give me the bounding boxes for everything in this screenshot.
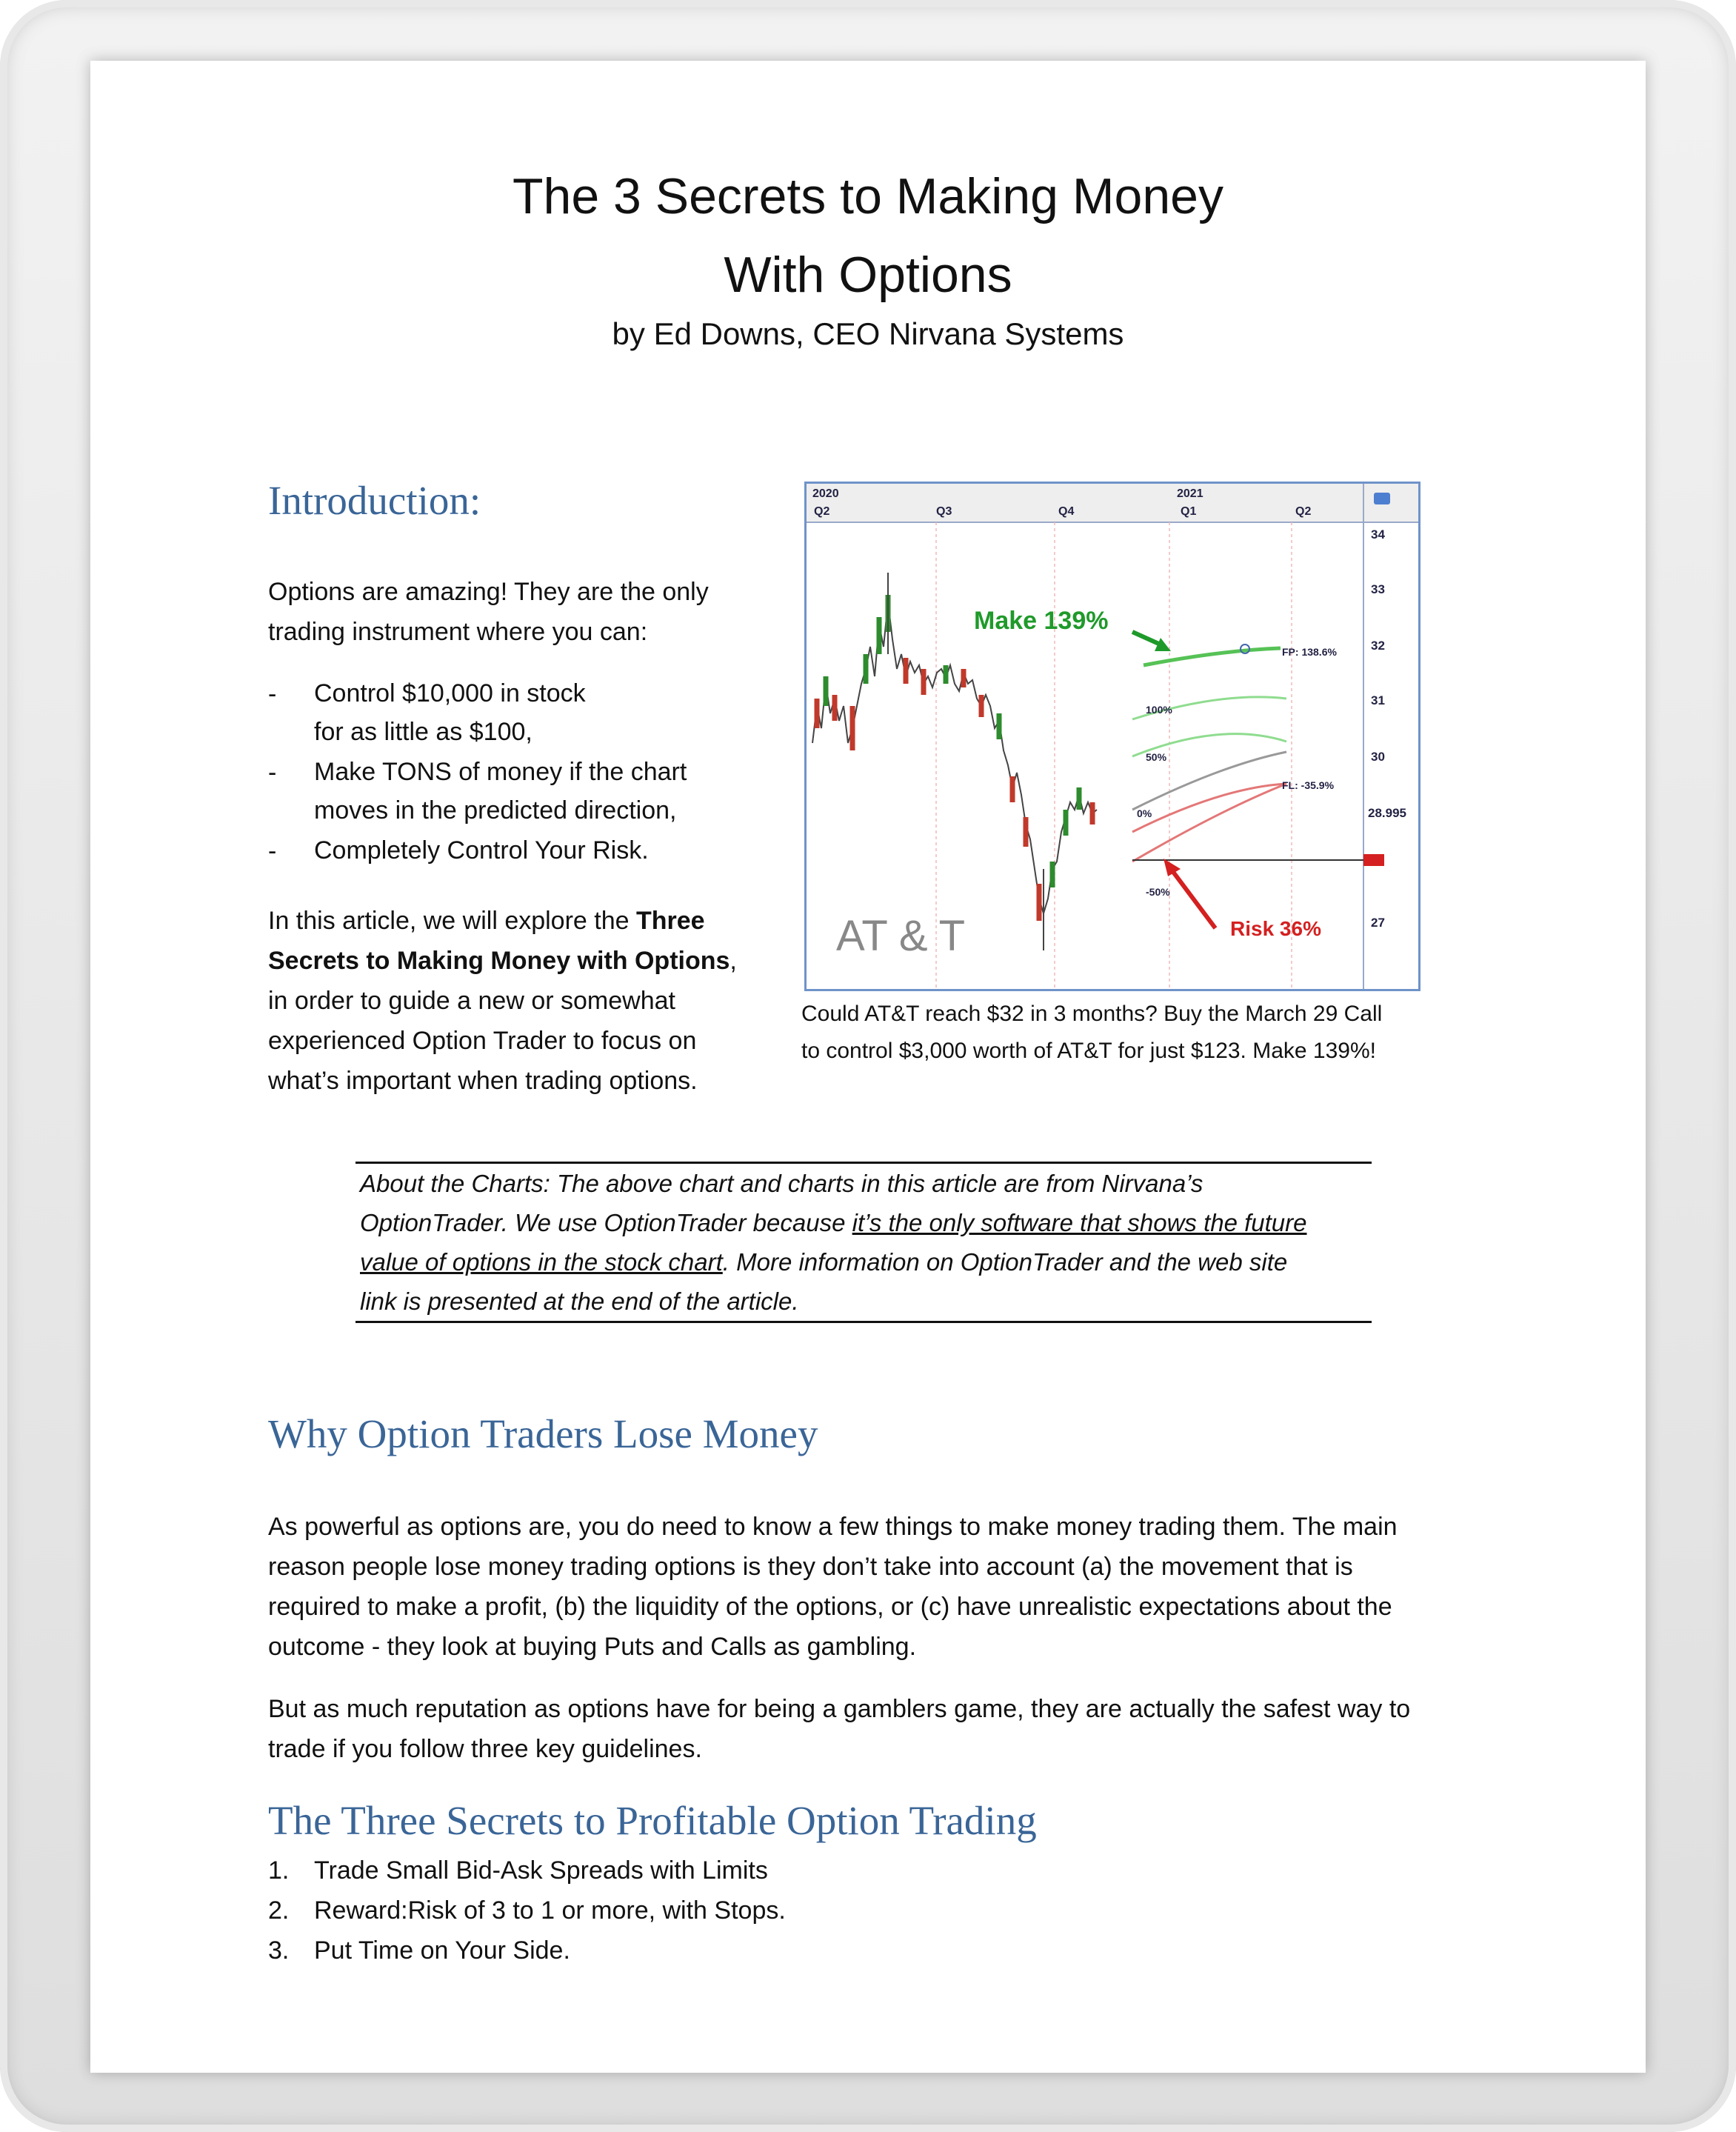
att-stock-chart <box>804 482 1420 991</box>
note-underlined-phrase: it’s the only software that shows the future <box>852 1209 1307 1236</box>
bullet-item-3 <box>314 831 773 870</box>
risk-label: Risk 36% <box>1230 917 1321 940</box>
intro-p2-line-4: experienced Option Trader to focus on <box>268 1027 697 1055</box>
secret-item-3: Put Time on Your Side. <box>314 1936 570 1965</box>
price-tick: 34 <box>1371 527 1385 542</box>
quarter-label: Q1 <box>1181 505 1197 518</box>
why-p1-line: required to make a profit, (b) the liquidity of the options, or (c) have unrealistic expectations about the <box>268 1593 1392 1621</box>
bullet-2-line-2: moves in the predicted direction, <box>314 796 677 825</box>
price-tick: 33 <box>1371 582 1385 596</box>
why-p1-line: reason people lose money trading options is they don’t take into account (a) the movement that is <box>268 1553 1353 1581</box>
list-number: 2. <box>268 1896 290 1925</box>
price-tick: 28.995 <box>1368 806 1406 820</box>
bullet-1-line-2: for as little as $100, <box>314 718 533 746</box>
note-line-4: link is presented at the end of the article. <box>360 1287 799 1315</box>
intro-p1-line-2: trading instrument where you can: <box>268 618 648 646</box>
note-line-3b: . More information on OptionTrader and the web site <box>722 1248 1288 1276</box>
bullet-3-line-1: Completely Control Your Risk. <box>314 836 649 865</box>
intro-p2-bold: Three <box>635 907 705 935</box>
risk-arrow <box>1164 859 1215 928</box>
quarter-label: Q3 <box>936 505 952 518</box>
axis-menu-icon[interactable] <box>1374 493 1390 504</box>
list-number: 3. <box>268 1936 290 1965</box>
pct-label: 0% <box>1137 807 1152 819</box>
why-paragraph-2 <box>268 1689 1542 1769</box>
chart-svg <box>807 484 1418 989</box>
why-p1-line: As powerful as options are, you do need to know a few things to make money trading them. The main <box>268 1513 1398 1541</box>
why-p2-line: But as much reputation as options have for being a gamblers game, they are actually the safest way to <box>268 1695 1411 1723</box>
caption-line-1: Could AT&T reach $32 in 3 months? Buy the March 29 Call <box>801 1002 1383 1026</box>
secrets-heading: The Three Secrets to Profitable Option Trading <box>268 1798 1037 1843</box>
title-line-1: The 3 Secrets to Making Money <box>512 168 1223 224</box>
fl-label: FL: -35.9% <box>1282 779 1335 791</box>
intro-p2-comma: , <box>730 947 737 975</box>
note-line-1: About the Charts: The above chart and charts in this article are from Nirvana’s <box>360 1170 1203 1197</box>
year-label-2020: 2020 <box>812 487 839 500</box>
why-p1-line: outcome - they look at buying Puts and Calls as gambling. <box>268 1633 917 1661</box>
secret-item-2: Reward:Risk of 3 to 1 or more, with Stops. <box>314 1896 786 1925</box>
price-tick: 30 <box>1371 750 1385 764</box>
title-line-2: With Options <box>724 247 1012 303</box>
document-page <box>90 61 1646 2073</box>
quarter-label: Q4 <box>1058 505 1075 518</box>
intro-p2-text: In this article, we will explore the <box>268 907 636 935</box>
make-arrow <box>1132 632 1171 651</box>
fp-label: FP: 138.6% <box>1282 646 1337 658</box>
bullet-item-1 <box>314 674 773 751</box>
chart-caption <box>801 996 1468 1070</box>
price-tick: 27 <box>1371 916 1385 930</box>
price-tick: 32 <box>1371 639 1385 653</box>
introduction-heading: Introduction: <box>268 478 481 523</box>
intro-p1-line-1: Options are amazing! They are the only <box>268 578 709 606</box>
bullet-dash: - <box>268 837 277 865</box>
why-heading: Why Option Traders Lose Money <box>268 1411 818 1456</box>
bullet-1-line-1: Control $10,000 in stock <box>314 679 586 707</box>
why-p2-line: trade if you follow three key guidelines. <box>268 1735 702 1763</box>
note-underlined-phrase-2: value of options in the stock chart <box>360 1248 723 1276</box>
bullet-dash: - <box>268 680 277 708</box>
year-label-2021: 2021 <box>1177 487 1203 500</box>
pct-label: 50% <box>1146 751 1167 763</box>
intro-p2-line-5: what’s important when trading options. <box>268 1067 698 1095</box>
intro-p2-bold-phrase: Secrets to Making Money with Options <box>268 947 730 975</box>
secret-item-1: Trade Small Bid-Ask Spreads with Limits <box>314 1856 768 1885</box>
symbol-watermark: AT & T <box>836 912 966 960</box>
intro-paragraph-1 <box>268 572 709 652</box>
byline: by Ed Downs, CEO Nirvana Systems <box>612 316 1124 351</box>
why-paragraph-1 <box>268 1507 1542 1667</box>
make-label: Make 139% <box>974 607 1109 635</box>
price-tick: 31 <box>1371 693 1385 707</box>
list-number: 1. <box>268 1856 290 1885</box>
note-line-2a: OptionTrader. We use OptionTrader because <box>360 1209 852 1236</box>
pct-label: -50% <box>1146 886 1170 898</box>
chart-header-band <box>807 484 1418 522</box>
bullet-2-line-1: Make TONS of money if the chart <box>314 758 687 786</box>
bullet-dash: - <box>268 759 277 787</box>
current-price-marker <box>1363 854 1384 866</box>
quarter-label: Q2 <box>814 505 830 518</box>
quarter-label: Q2 <box>1295 505 1312 518</box>
intro-p2-line-3: in order to guide a new or somewhat <box>268 987 675 1015</box>
intro-paragraph-2 <box>268 901 787 1101</box>
pct-label: 100% <box>1146 704 1172 716</box>
caption-line-2: to control $3,000 worth of AT&T for just $123. Make 139%! <box>801 1039 1376 1063</box>
about-charts-note <box>355 1162 1372 1323</box>
bullet-item-2 <box>314 753 773 830</box>
